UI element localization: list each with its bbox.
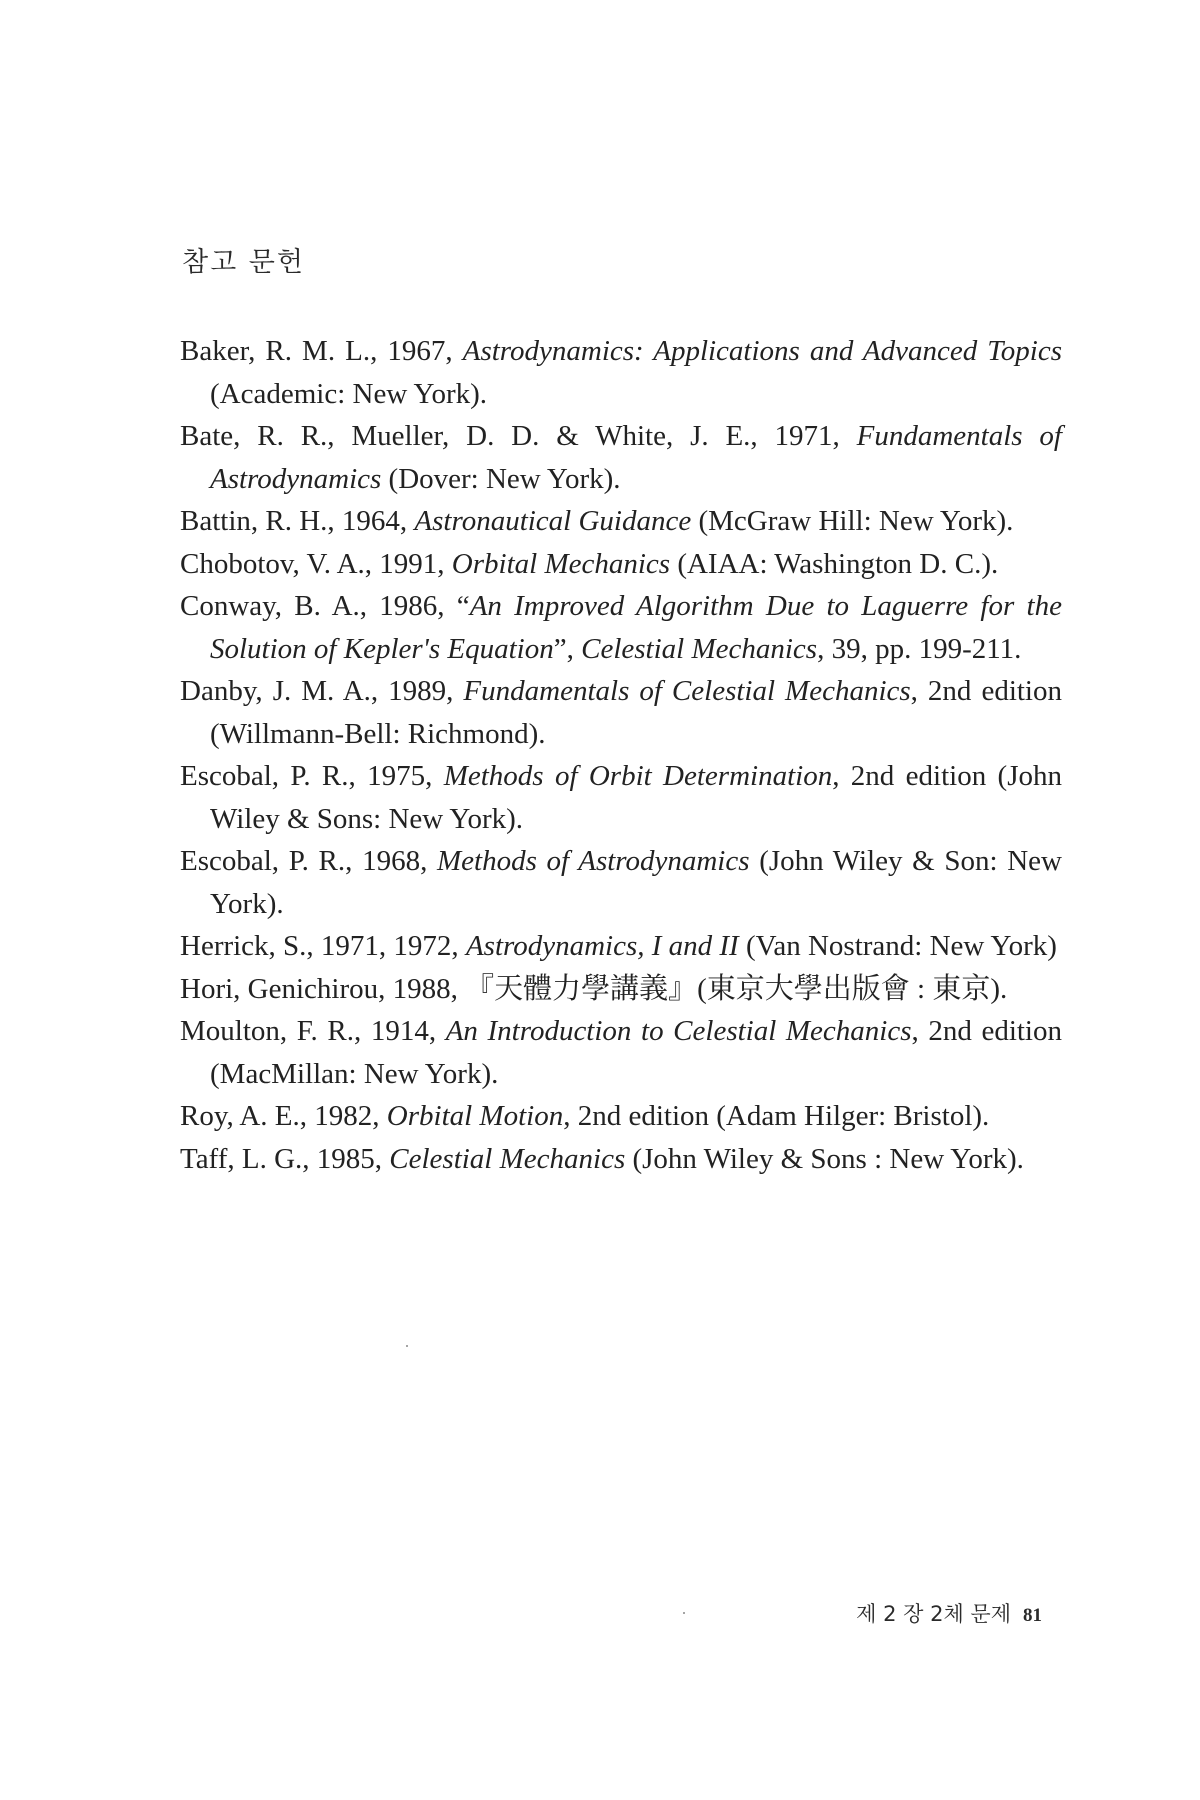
reference-volume-pages: , 39, pp. 199-211. — [817, 632, 1022, 665]
reference-title: Orbital Mechanics — [451, 547, 671, 580]
reference-publisher: (John Wiley & Son: New York). — [210, 845, 1062, 920]
page-number: 81 — [1023, 1605, 1042, 1626]
reference-authors-year: Taff, L. G., 1985, — [180, 1142, 390, 1175]
reference-title: An Improved Algorithm Due to Laguerre for the Solution of Kepler's Equation — [210, 590, 1062, 665]
reference-entry — [180, 330, 1062, 415]
reference-title: Celestial Mechanics — [389, 1142, 626, 1175]
reference-entry — [180, 1138, 1062, 1181]
reference-list — [180, 330, 1062, 1180]
reference-publisher: ”, — [553, 632, 582, 665]
reference-entry — [180, 1095, 1062, 1138]
reference-entry — [180, 925, 1062, 968]
reference-authors-year: Chobotov, V. A., 1991, — [180, 547, 452, 580]
reference-publisher: (McGraw Hill: New York). — [691, 505, 1014, 537]
reference-entry — [180, 968, 1062, 1011]
reference-authors-year: Bate, R. R., Mueller, D. D. & White, J. E., 1971, — [180, 420, 857, 452]
reference-publisher: (John Wiley & Sons : New York). — [625, 1142, 1024, 1175]
reference-entry — [180, 1010, 1062, 1095]
reference-publisher: (Van Nostrand: New York) — [738, 930, 1057, 962]
reference-title: Astrodynamics: Applications and Advanced Topics — [462, 335, 1062, 367]
reference-title: Astrodynamics, I and II — [465, 930, 739, 962]
reference-publisher: , 2nd edition (Adam Hilger: Bristol). — [563, 1100, 990, 1132]
reference-publisher: (AIAA: Washington D. C.). — [670, 547, 999, 580]
reference-authors-year: Herrick, S., 1971, 1972, — [180, 930, 466, 962]
section-title: 참고 문헌 — [182, 247, 305, 278]
reference-authors-year: Escobal, P. R., 1975, — [180, 760, 444, 792]
reference-publisher: (Academic: New York). — [210, 377, 488, 410]
running-footer-chapter: 제 2 장 2체 문제 — [856, 1602, 1011, 1626]
reference-publisher: , 2nd edition (John Wiley & Sons: New York). — [210, 760, 1062, 835]
scan-speck — [683, 1612, 685, 1614]
page-footer — [856, 1598, 1042, 1628]
reference-authors-year: Roy, A. E., 1982, — [180, 1100, 387, 1132]
reference-authors-year: Baker, R. M. L., 1967, — [180, 335, 463, 367]
reference-entry — [180, 500, 1062, 543]
reference-entry — [180, 670, 1062, 755]
reference-entry — [180, 415, 1062, 500]
reference-title: Fundamentals of Astrodynamics — [210, 420, 1062, 495]
reference-title: Methods of Orbit Determination — [443, 760, 833, 792]
reference-title: Fundamentals of Celestial Mechanics — [463, 675, 911, 707]
reference-title: Orbital Motion — [386, 1100, 564, 1132]
reference-journal: Celestial Mechanics — [581, 632, 818, 665]
reference-entry — [180, 755, 1062, 840]
reference-entry — [180, 585, 1062, 670]
reference-authors-year: Escobal, P. R., 1968, — [180, 845, 437, 877]
reference-authors-year: Conway, B. A., 1986, “ — [180, 590, 470, 622]
reference-publisher: , 2nd edition (MacMillan: New York). — [210, 1015, 1062, 1090]
reference-title: Astronautical Guidance — [414, 505, 692, 537]
reference-publisher: (Dover: New York). — [381, 462, 621, 495]
reference-authors-year: Battin, R. H., 1964, — [180, 505, 415, 537]
reference-authors-year: Danby, J. M. A., 1989, — [180, 675, 464, 707]
reference-title: Methods of Astrodynamics — [436, 845, 750, 877]
scan-speck — [406, 1345, 408, 1347]
reference-entry — [180, 840, 1062, 925]
reference-authors-year: Hori, Genichirou, 1988, 『天體力學講義』(東京大學出版會 : 東京). — [180, 972, 1008, 1005]
reference-authors-year: Moulton, F. R., 1914, — [180, 1015, 446, 1047]
reference-entry — [180, 543, 1062, 586]
reference-title: An Introduction to Celestial Mechanics — [445, 1015, 912, 1047]
reference-publisher: , 2nd edition (Willmann-Bell: Richmond). — [210, 675, 1062, 750]
